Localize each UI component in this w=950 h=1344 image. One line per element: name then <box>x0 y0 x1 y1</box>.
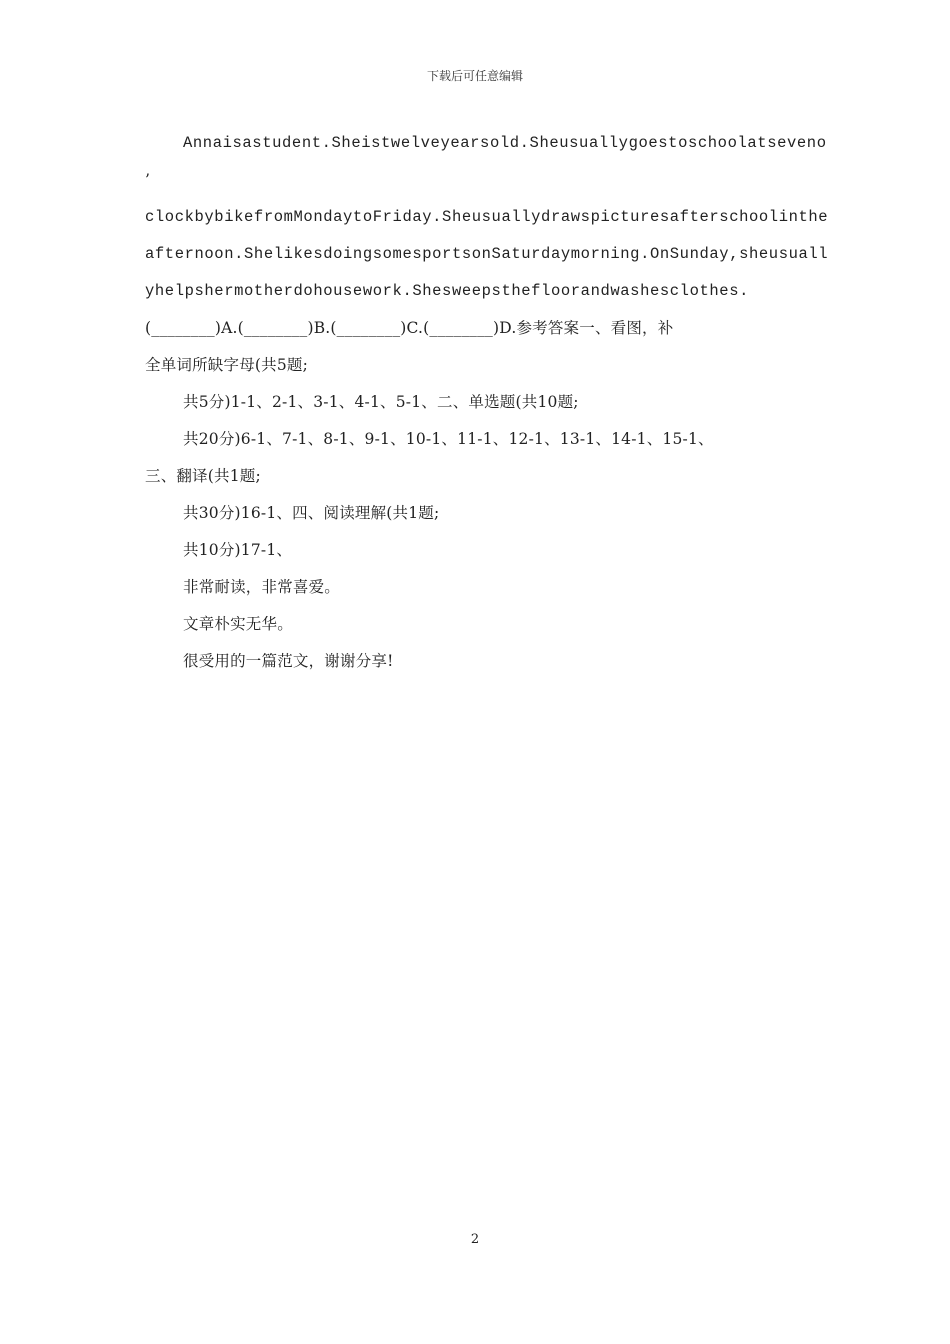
document-body <box>145 125 829 680</box>
paragraph-line: 共20分)6-1、7-1、8-1、9-1、10-1、11-1、12-1、13-1、14-1、15-1、 <box>183 430 714 448</box>
page-header: 下载后可任意编辑 <box>426 69 523 83</box>
paragraph-line: clockbybikefromMondaytoFriday.Sheusuallydrawspicturesafterschoolinthe <box>145 208 829 226</box>
paragraph-line: ’ <box>145 171 151 189</box>
paragraph-line: 共30分)16-1、四、阅读理解(共1题; <box>183 504 440 522</box>
paragraph-line: 文章朴实无华。 <box>183 615 293 633</box>
paragraph-line: (________)A.(________)B.(________)C.(________)D.参考答案一、看图，补 <box>145 319 674 337</box>
paragraph-line: Annaisastudent.Sheistwelveyearsold.Sheusuallygoestoschoolatseveno <box>183 134 827 152</box>
paragraph-line: 非常耐读，非常喜爱。 <box>183 578 341 596</box>
paragraph-line: 全单词所缺字母(共5题; <box>145 356 309 374</box>
paragraph-line: 共5分)1-1、2-1、3-1、4-1、5-1、二、单选题(共10题; <box>183 393 579 411</box>
page-number: 2 <box>470 1232 480 1247</box>
paragraph-line: 三、翻译(共1题; <box>145 467 261 485</box>
paragraph-line: yhelpshermotherdohousework.Shesweepsthefloorandwashesclothes. <box>145 282 749 300</box>
paragraph-line: afternoon.ShelikesdoingsomesportsonSaturdaymorning.OnSunday,sheusuall <box>145 245 829 263</box>
paragraph-line: 很受用的一篇范文，谢谢分享! <box>183 652 394 670</box>
paragraph-line: 共10分)17-1、 <box>183 541 293 559</box>
